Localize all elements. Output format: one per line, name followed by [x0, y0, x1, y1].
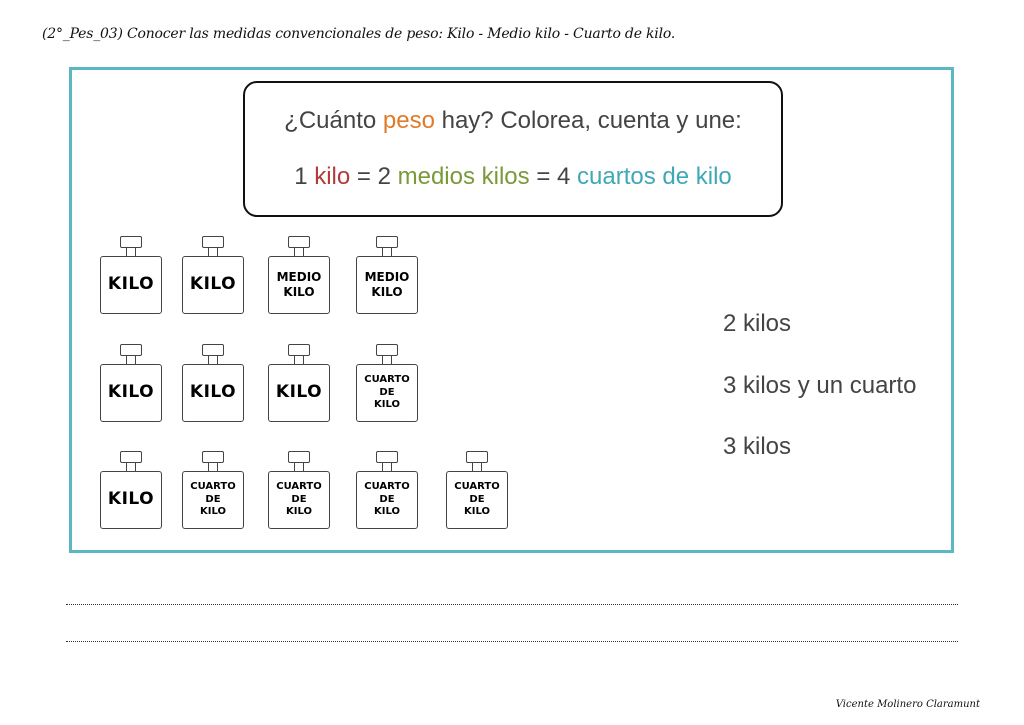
bottle-label: KILO — [275, 382, 323, 403]
weight-bottle[interactable] — [100, 344, 162, 428]
bottle-cap — [376, 236, 398, 248]
instruction-question — [245, 107, 781, 135]
weight-bottle[interactable] — [182, 451, 244, 535]
bottle-cap — [288, 451, 310, 463]
bottle-cap — [120, 344, 142, 356]
answer-line-2[interactable] — [66, 641, 958, 642]
bottle-cap — [288, 344, 310, 356]
bottle-label: MEDIO KILO — [276, 270, 322, 299]
equivalence-segment: medios kilos — [397, 163, 530, 190]
weight-bottle[interactable] — [446, 451, 508, 535]
bottle-body — [446, 471, 508, 529]
answer-option-3[interactable]: 3 kilos — [723, 433, 792, 460]
bottle-body — [182, 256, 244, 314]
weight-bottle[interactable] — [182, 344, 244, 428]
bottle-label: KILO — [107, 382, 155, 403]
bottle-body — [356, 364, 418, 422]
bottle-body — [356, 471, 418, 529]
bottle-label: KILO — [189, 274, 237, 295]
weight-bottle[interactable] — [182, 236, 244, 320]
bottle-cap — [288, 236, 310, 248]
instruction-segment: hay? Colorea, cuenta y une: — [434, 107, 742, 134]
weight-bottle[interactable] — [268, 451, 330, 535]
worksheet-header: (2°_Pes_03) Conocer las medidas convencionales de peso: Kilo - Medio kilo - Cuarto de kilo. — [42, 26, 676, 42]
equivalence-segment: = 2 — [350, 163, 398, 190]
bottle-label: MEDIO KILO — [364, 270, 410, 299]
bottle-cap — [466, 451, 488, 463]
bottle-label: KILO — [189, 382, 237, 403]
bottle-label: KILO — [107, 489, 155, 510]
answer-option-2[interactable]: 3 kilos y un cuarto — [723, 372, 917, 399]
bottle-body — [268, 471, 330, 529]
bottle-cap — [120, 236, 142, 248]
equivalence-segment: kilo — [314, 163, 351, 190]
weight-bottle[interactable] — [268, 344, 330, 428]
bottle-cap — [202, 344, 224, 356]
bottle-cap — [376, 344, 398, 356]
weight-bottle[interactable] — [268, 236, 330, 320]
bottle-body — [182, 471, 244, 529]
bottle-cap — [120, 451, 142, 463]
answer-option-1[interactable]: 2 kilos — [723, 310, 792, 337]
bottle-label: CUARTO DE KILO — [364, 481, 410, 518]
bottle-label: CUARTO DE KILO — [190, 481, 236, 518]
bottle-body — [268, 256, 330, 314]
weight-bottle[interactable] — [100, 236, 162, 320]
answer-line-1[interactable] — [66, 604, 958, 605]
bottle-body — [100, 471, 162, 529]
weight-bottle[interactable] — [356, 451, 418, 535]
weight-bottle[interactable] — [356, 236, 418, 320]
bottle-body — [100, 364, 162, 422]
bottle-label: CUARTO DE KILO — [276, 481, 322, 518]
instruction-box — [243, 81, 783, 217]
equivalence-segment: 1 — [294, 163, 315, 190]
bottle-body — [356, 256, 418, 314]
instruction-segment: peso — [382, 107, 435, 134]
equivalence-line — [245, 163, 781, 191]
weight-bottle[interactable] — [100, 451, 162, 535]
equivalence-segment: cuartos de kilo — [577, 163, 732, 190]
author-credit: Vicente Molinero Claramunt — [835, 699, 980, 710]
bottle-cap — [376, 451, 398, 463]
bottle-cap — [202, 451, 224, 463]
instruction-segment: ¿Cuánto — [284, 107, 383, 134]
bottle-body — [268, 364, 330, 422]
bottle-label: KILO — [107, 274, 155, 295]
bottle-cap — [202, 236, 224, 248]
weight-bottle[interactable] — [356, 344, 418, 428]
bottle-body — [100, 256, 162, 314]
equivalence-segment: = 4 — [529, 163, 578, 190]
bottle-body — [182, 364, 244, 422]
bottle-label: CUARTO DE KILO — [364, 374, 410, 411]
bottle-label: CUARTO DE KILO — [454, 481, 500, 518]
